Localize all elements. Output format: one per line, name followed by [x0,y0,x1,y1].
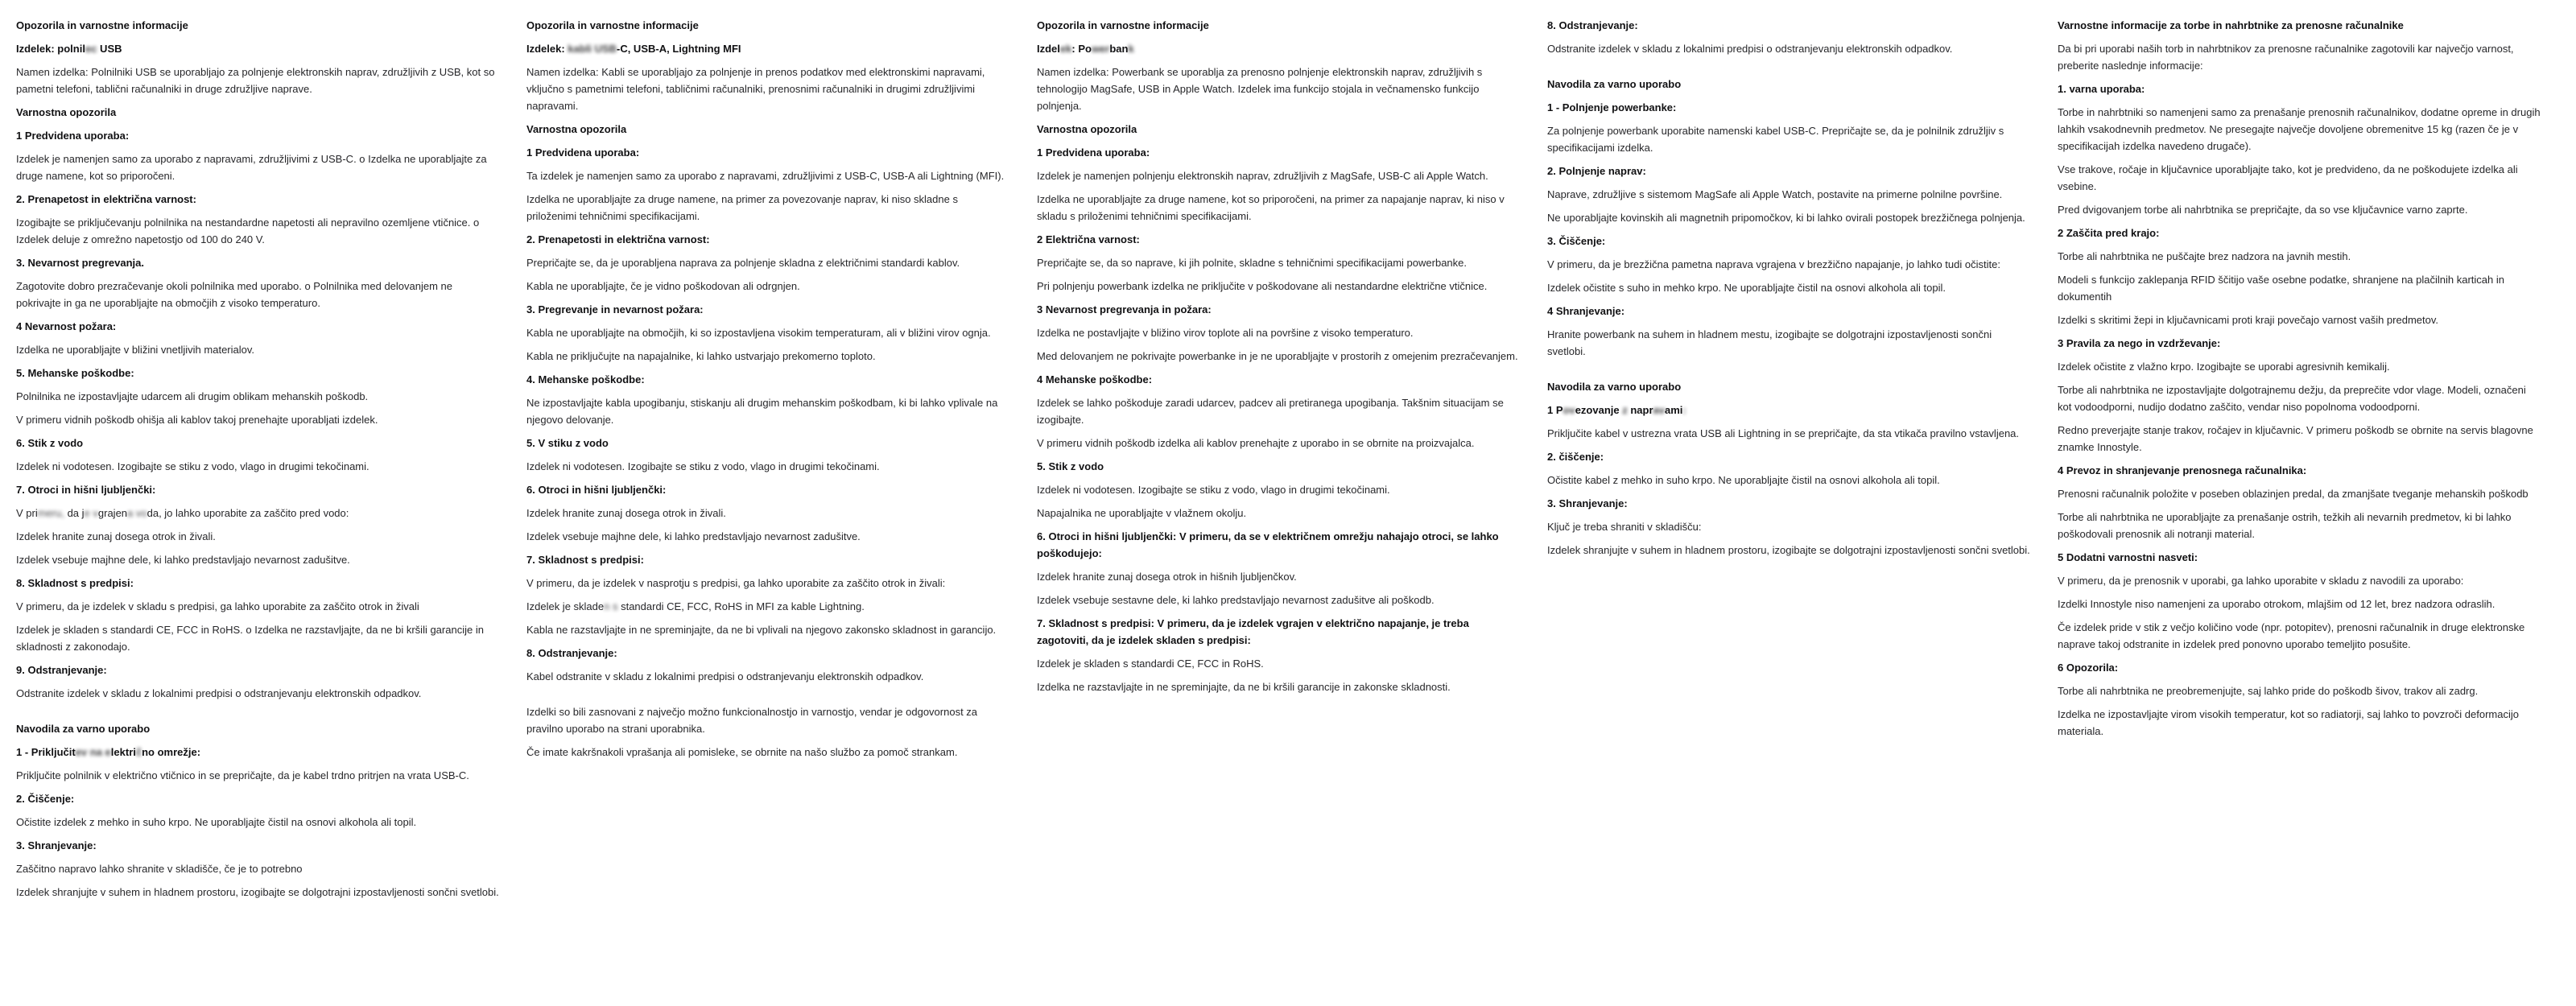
paragraph: Redno preverjajte stanje trakov, ročajev in ključavnic. V primeru poškodb se obrnite na servis blagovne znamke Innostyle. [2058,424,2533,453]
text-segment: -C, USB-A, Lightning MFI [616,43,741,55]
paragraph: Hranite powerbank na suhem in hladnem mestu, izogibajte se dolgotrajni izpostavljenosti sončni svetlobi. [1547,328,1992,357]
paragraph: Izdelek je namenjen polnjenju elektronskih naprav, združljivih z MagSafe, USB-C ali Apple Watch. [1037,170,1488,182]
text-segment: Izdel [1037,43,1060,55]
section-heading: 3. Nevarnost pregrevanja. [16,257,144,269]
text-segment: napr [1627,404,1653,416]
section-heading: 3. Pregrevanje in nevarnost požara: [526,303,704,315]
section-heading: 9. Odstranjevanje: [16,664,107,676]
paragraph: Izdelka ne razstavljajte in ne spreminjajte, da ne bi kršili garancije in zakonske skladnosti. [1037,681,1451,693]
text-segment: : Po [1071,43,1092,55]
paragraph: Torbe ali nahrbtnika ne izpostavljajte dolgotrajnemu dežju, da preprečite vdor vlage. Modeli, označeni kot vodoodporni, nudijo dodatno zaščito, vendar niso popolnoma vodoodporni. [2058,384,2526,413]
doc-title: Varnostne informacije za torbe in nahrbtnike za prenosne računalnike [2058,19,2404,31]
paragraph: Prepričajte se, da so naprave, ki jih polnite, skladne s tehničnimi specifikacijami powerbanke. [1037,257,1467,269]
section-heading [16,744,499,761]
text-segment: standardi CE, FCC, RoHS in MFI za kable Lightning. [617,600,865,612]
paragraph: Izdelek se lahko poškoduje zaradi udarcev, padcev ali pretiranega upogibanja. Takšnim situacijam se izogibajte. [1037,397,1504,426]
paragraph: Polnilnika ne izpostavljajte udarcem ali drugim oblikam mehanskih poškodb. [16,390,369,402]
blurred-text-segment: wer [1091,43,1110,55]
paragraph: Izdelek vsebuje majhne dele, ki lahko predstavljajo nevarnost zadušitve. [526,530,861,542]
doc-title: Opozorila in varnostne informacije [1037,19,1209,31]
paragraph: Kabla ne razstavljajte in ne spreminjajte, da ne bi vplivali na njegovo zakonsko skladnost in garancijo. [526,624,997,636]
paragraph: Izdelka ne izpostavljajte virom visokih temperatur, kot so radiatorji, saj lahko to povzroči deformacijo materiala. [2058,708,2519,737]
section-heading: 2. Prenapetosti in električna varnost: [526,233,710,245]
blurred-text-segment: z [1622,404,1628,416]
text-segment: 1 P [1547,404,1563,416]
section-heading [1037,40,1520,57]
doc-title: Opozorila in varnostne informacije [16,19,188,31]
paragraph: Izdelek je namenjen samo za uporabo z napravami, združljivimi z USB-C. o Izdelka ne uporabljajte za druge namene, kot so priporočeni. [16,153,487,182]
column-usb-cables [526,17,1009,767]
column-laptop-bags [2058,17,2541,746]
section-heading: 4 Prevoz in shranjevanje prenosnega računalnika: [2058,464,2307,476]
section-heading: 3. Shranjevanje: [1547,497,1628,509]
paragraph: Priključite polnilnik v električno vtičnico in se prepričajte, da je kabel trdno pritrjen na vrata USB-C. [16,769,469,781]
text-segment: ami [1664,404,1683,416]
paragraph: Izdelka ne postavljajte v bližino virov toplote ali na površine z visoko temperaturo. [1037,327,1414,339]
section-heading: 8. Odstranjevanje: [526,647,617,659]
text-segment: ezovanje [1575,404,1623,416]
paragraph: Namen izdelka: Kabli se uporabljajo za polnjenje in prenos podatkov med elektronskimi napravami, vključno s pametnimi telefoni, tabličnimi računalniki, prenosnimi računalniki in drugimi združljivimi napravami. [526,66,985,112]
paragraph: Namen izdelka: Polnilniki USB se uporabljajo za polnjenje elektronskih naprav, združljivih z USB, kot so pametni telefoni, tablični računalniki in druge združljive naprave. [16,66,495,95]
paragraph: Ta izdelek je namenjen samo za uporabo z napravami, združljivimi z USB-C, USB-A ali Lightning (MFI). [526,170,1005,182]
paragraph: Izdelek je skladen s standardi CE, FCC in RoHS. [1037,658,1264,670]
section-heading [526,40,1009,57]
text-segment: Izdelek: polnil [16,43,85,55]
section-heading: Varnostna opozorila [526,123,627,135]
section-heading: Varnostna opozorila [1037,123,1137,135]
paragraph: Ne izpostavljajte kabla upogibanju, stiskanju ali drugim mehanskim poškodbam, ki bi lahko vplivale na njegovo delovanje. [526,397,998,426]
paragraph: Izdelek hranite zunaj dosega otrok in hišnih ljubljenčkov. [1037,571,1297,583]
paragraph: Torbe ali nahrbtnika ne uporabljajte za prenašanje ostrih, težkih ali nevarnih predmetov, ki bi lahko poškodovali prenosnik ali notranji material. [2058,511,2512,540]
paragraph: Namen izdelka: Powerbank se uporablja za prenosno polnjenje elektronskih naprav, združljivih s tehnologijo MagSafe, USB in Apple Watch. Izdelek ima funkcijo stojala in večnamensko funkcijo polnjenja. [1037,66,1483,112]
paragraph: Kabel odstranite v skladu z lokalnimi predpisi o odstranjevanju elektronskih odpadkov. [526,670,924,682]
section-heading: 3. Čiščenje: [1547,235,1606,247]
paragraph: Izdelki Innostyle niso namenjeni za uporabo otrokom, mlajšim od 12 let, brez nadzora odraslih. [2058,598,2496,610]
paragraph: Torbe in nahrbtniki so namenjeni samo za prenašanje prenosnih računalnikov, dodatne opreme in drugih lahkih vsakodnevnih predmetov. Ne presegajte največje dovoljene obremenitve 15 kg (razen če je v specifikacijah izdelka navedeno drugače). [2058,106,2541,152]
paragraph: Izdelka ne uporabljajte za druge namene, kot so priporočeni, na primer za napajanje naprav, ki niso v skladu s priloženimi tehničnimi specifikacijami. [1037,193,1505,222]
paragraph: Izdelki s skritimi žepi in ključavnicami proti kraji povečajo varnost vaših predmetov. [2058,314,2438,326]
paragraph: Ključ je treba shraniti v skladišču: [1547,521,1702,533]
text-segment: Izdelek: [526,43,568,55]
paragraph: Izdelek vsebuje majhne dele, ki lahko predstavljajo nevarnost zadušitve. [16,554,350,566]
section-heading: 5. Stik z vodo [1037,460,1104,472]
blurred-text-segment: a vo [127,507,147,519]
paragraph: V primeru vidnih poškodb ohišja ali kablov takoj prenehajte uporabljati izdelek. [16,414,378,426]
paragraph: Vse trakove, ročaje in ključavnice uporabljajte tako, kot je predvideno, da ne poškodujete izdelka ali vsebine. [2058,163,2518,192]
blurred-text-segment: e v [84,507,98,519]
paragraph: Če izdelek pride v stik z večjo količino vode (npr. potopitev), prenosni računalnik in druge elektronske naprave takoj odstranite in izdelek pred ponovno uporabo temeljito posušite. [2058,621,2525,650]
paragraph: Zagotovite dobro prezračevanje okoli polnilnika med uporabo. o Polnilnika med delovanjem ne pokrivajte in ga ne uporabljajte na območjih z visoko temperaturo. [16,280,452,309]
section-heading: 1 Predvidena uporaba: [1037,146,1150,159]
paragraph: Modeli s funkcijo zaklepanja RFID ščitijo vaše osebne podatke, shranjene na plačilnih karticah in dokumentih [2058,274,2504,303]
paragraph: Pri polnjenju powerbank izdelka ne priključite v poškodovane ali nestandardne električne vtičnice. [1037,280,1488,292]
paragraph [526,598,1009,615]
blurred-text-segment: kabli USB [568,43,617,55]
section-heading: Navodila za varno uporabo [1547,381,1682,393]
section-heading: 1 Predvidena uporaba: [526,146,640,159]
text-segment: da, jo lahko uporabite za zaščito pred vodo: [147,507,349,519]
paragraph: Pred dvigovanjem torbe ali nahrbtnika se prepričajte, da so vse ključavnice varno zaprte. [2058,204,2468,216]
paragraph: Izdelek ni vodotesen. Izogibajte se stiku z vodo, vlago in drugimi tekočinami. [16,460,369,472]
text-segment: 1 - Priključit [16,746,76,758]
paragraph: Izdelek shranjujte v suhem in hladnem prostoru, izogibajte se dolgotrajni izpostavljenosti sončni svetlobi. [16,886,499,898]
blurred-text-segment: ec [85,43,97,55]
section-heading: 4. Mehanske poškodbe: [526,373,645,385]
section-heading: 6. Otroci in hišni ljubljenčki: V primeru, da se v električnem omrežju nahajajo otroci, se lahko poškodujejo: [1037,530,1499,559]
column-powerbank-continued [1547,17,2030,565]
paragraph: Napajalnika ne uporabljajte v vlažnem okolju. [1037,507,1247,519]
section-heading: 6 Opozorila: [2058,662,2119,674]
paragraph: Izdelek ni vodotesen. Izogibajte se stiku z vodo, vlago in drugimi tekočinami. [526,460,880,472]
paragraph: V primeru, da je prenosnik v uporabi, ga lahko uporabite v skladu z navodili za uporabo: [2058,575,2464,587]
paragraph: Izdelka ne uporabljajte v bližini vnetljivih materialov. [16,344,255,356]
paragraph [16,505,499,522]
paragraph: Izdelek očistite s suho in mehko krpo. Ne uporabljajte čistil na osnovi alkohola ali topil. [1547,282,1946,294]
paragraph: Kabla ne priključujte na napajalnike, ki lahko ustvarjajo prekomerno toploto. [526,350,876,362]
paragraph: Izdelek ni vodotesen. Izogibajte se stiku z vodo, vlago in drugimi tekočinami. [1037,484,1390,496]
paragraph: Odstranite izdelek v skladu z lokalnimi predpisi o odstranjevanju elektronskih odpadkov. [16,687,422,699]
paragraph: Da bi pri uporabi naših torb in nahrbtnikov za prenosne računalnike zagotovili kar največjo varnost, preberite naslednje informacije: [2058,43,2514,72]
column-usb-charger [16,17,499,907]
section-heading: 2. čiščenje: [1547,451,1604,463]
section-heading: 2 Zaščita pred krajo: [2058,227,2160,239]
paragraph: V primeru vidnih poškodb izdelka ali kablov prenehajte z uporabo in se obrnite na proizvajalca. [1037,437,1475,449]
paragraph: Izdelek vsebuje sestavne dele, ki lahko predstavljajo nevarnost zadušitve ali poškodb. [1037,594,1435,606]
paragraph: Očistite izdelek z mehko in suho krpo. Ne uporabljajte čistil na osnovi alkohola ali topil. [16,816,417,828]
text-segment: V pri [16,507,38,519]
paragraph: Če imate kakršnakoli vprašanja ali pomisleke, se obrnite na našo službo za pomoč strankam. [526,746,958,758]
paragraph: Torbe ali nahrbtnika ne puščajte brez nadzora na javnih mestih. [2058,250,2351,262]
section-heading: 6. Stik z vodo [16,437,84,449]
blurred-text-segment: ev na e [75,746,111,758]
paragraph: Ne uporabljajte kovinskih ali magnetnih pripomočkov, ki bi lahko ovirali postopek brezžičnega polnjenja. [1547,212,2025,224]
blurred-text-segment: ov [1563,404,1575,416]
section-heading: 5 Dodatni varnostni nasveti: [2058,551,2198,563]
blurred-text-segment: ek [1059,43,1072,55]
blurred-text-segment: meru, [37,507,64,519]
paragraph: Izdelka ne uporabljajte za druge namene, na primer za povezovanje naprav, ki niso skladne s priloženimi tehničnimi specifikacijami. [526,193,958,222]
paragraph: Izogibajte se priključevanju polnilnika na nestandardne napetosti ali nepravilno ozemljene vtičnice. o Izdelek deluje z omrežno napetostjo od 100 do 240 V. [16,216,480,245]
paragraph: Torbe ali nahrbtnika ne preobremenjujte, saj lahko pride do poškodb šivov, trakov ali zadrg. [2058,685,2479,697]
text-segment: USB [97,43,122,55]
section-heading: Navodila za varno uporabo [16,723,151,735]
paragraph: Prenosni računalnik položite v poseben oblazinjen predal, da zmanjšate tveganje mehanskih poškodb [2058,488,2529,500]
paragraph: Naprave, združljive s sistemom MagSafe ali Apple Watch, postavite na primerne polnilne površine. [1547,188,2003,200]
section-heading: 2. Čiščenje: [16,793,75,805]
doc-title: Opozorila in varnostne informacije [526,19,699,31]
paragraph: Priključite kabel v ustrezna vrata USB ali Lightning in se prepričajte, da sta vtikača pravilno vstavljena. [1547,427,2020,439]
section-heading: Navodila za varno uporabo [1547,78,1682,90]
paragraph: Za polnjenje powerbank uporabite namenski kabel USB-C. Prepričajte se, da je polnilnik združljiv s specifikacijami izdelka. [1547,125,2004,154]
section-heading: 6. Otroci in hišni ljubljenčki: [526,484,667,496]
section-heading: 7. Otroci in hišni ljubljenčki: [16,484,156,496]
section-heading: 3. Shranjevanje: [16,839,97,851]
section-heading: 2 Električna varnost: [1037,233,1140,245]
paragraph: V primeru, da je izdelek v nasprotju s predpisi, ga lahko uporabite za zaščito otrok in živali: [526,577,946,589]
section-heading: 5. V stiku z vodo [526,437,609,449]
blurred-text-segment: č [135,746,142,758]
section-heading: 1 Predvidena uporaba: [16,130,130,142]
paragraph: Izdelek očistite z vlažno krpo. Izogibajte se uporabi agresivnih kemikalij. [2058,361,2390,373]
blurred-text-segment: k [1128,43,1134,55]
column-powerbank [1037,17,1520,702]
paragraph: Prepričajte se, da je uporabljena naprava za polnjenje skladna z električnimi standardi kablov. [526,257,960,269]
section-heading: 3 Pravila za nego in vzdrževanje: [2058,337,2221,349]
text-segment: grajen [97,507,128,519]
text-segment: lektri [110,746,136,758]
paragraph: Izdelek shranjujte v suhem in hladnem prostoru, izogibajte se dolgotrajni izpostavljenosti sončni svetlobi. [1547,544,2030,556]
paragraph: Odstranite izdelek v skladu z lokalnimi predpisi o odstranjevanju elektronskih odpadkov. [1547,43,1953,55]
paragraph: Med delovanjem ne pokrivajte powerbanke in je ne uporabljajte v prostorih z omejenim prezračevanjem. [1037,350,1518,362]
section-heading: 2. Polnjenje naprav: [1547,165,1646,177]
blurred-text-segment: : [1682,404,1686,416]
paragraph: Izdelek hranite zunaj dosega otrok in živali. [16,530,216,542]
blurred-text-segment: n s [604,600,618,612]
section-heading: 2. Prenapetost in električna varnost: [16,193,196,205]
section-heading: 3 Nevarnost pregrevanja in požara: [1037,303,1212,315]
blurred-text-segment: av [1653,404,1665,416]
paragraph: Izdelki so bili zasnovani z največjo možno funkcionalnostjo in varnostjo, vendar je odgovornost za pravilno uporabo na strani uporabnika. [526,706,978,735]
section-heading: 4 Nevarnost požara: [16,320,117,332]
paragraph: V primeru, da je izdelek v skladu s predpisi, ga lahko uporabite za zaščito otrok in živali [16,600,419,612]
section-heading: 8. Odstranjevanje: [1547,19,1638,31]
section-heading: Varnostna opozorila [16,106,117,118]
paragraph: V primeru, da je brezžična pametna naprava vgrajena v brezžično napajanje, jo lahko tudi očistite: [1547,258,2000,270]
columns-row [16,17,2576,907]
text-segment: da j [64,507,85,519]
section-heading: 7. Skladnost s predpisi: V primeru, da je izdelek vgrajen v električno napajanje, je treba zagotoviti, da je izdelek skladen s predpisi: [1037,617,1469,646]
section-heading: 4 Mehanske poškodbe: [1037,373,1153,385]
paragraph: Očistite kabel z mehko in suho krpo. Ne uporabljajte čistil na osnovi alkohola ali topil. [1547,474,1940,486]
paragraph: Izdelek je skladen s standardi CE, FCC in RoHS. o Izdelka ne razstavljajte, da ne bi kršili garancije in skladnosti z zakonodajo. [16,624,484,653]
paragraph: Izdelek hranite zunaj dosega otrok in živali. [526,507,726,519]
text-segment: ban [1109,43,1129,55]
section-heading [1547,402,2030,418]
section-heading: 8. Skladnost s predpisi: [16,577,134,589]
section-heading: 5. Mehanske poškodbe: [16,367,134,379]
text-segment: Izdelek je sklade [526,600,605,612]
section-heading [16,40,499,57]
text-segment: no omrežje: [142,746,201,758]
section-heading: 1. varna uporaba: [2058,83,2145,95]
paragraph: Kabla ne uporabljajte, če je vidno poškodovan ali odrgnjen. [526,280,800,292]
section-heading: 7. Skladnost s predpisi: [526,554,644,566]
section-heading: 4 Shranjevanje: [1547,305,1625,317]
paragraph: Zaščitno napravo lahko shranite v skladišče, če je to potrebno [16,863,303,875]
section-heading: 1 - Polnjenje powerbanke: [1547,101,1677,113]
paragraph: Kabla ne uporabljajte na območjih, ki so izpostavljena visokim temperaturam, ali v bližini virov ognja. [526,327,991,339]
